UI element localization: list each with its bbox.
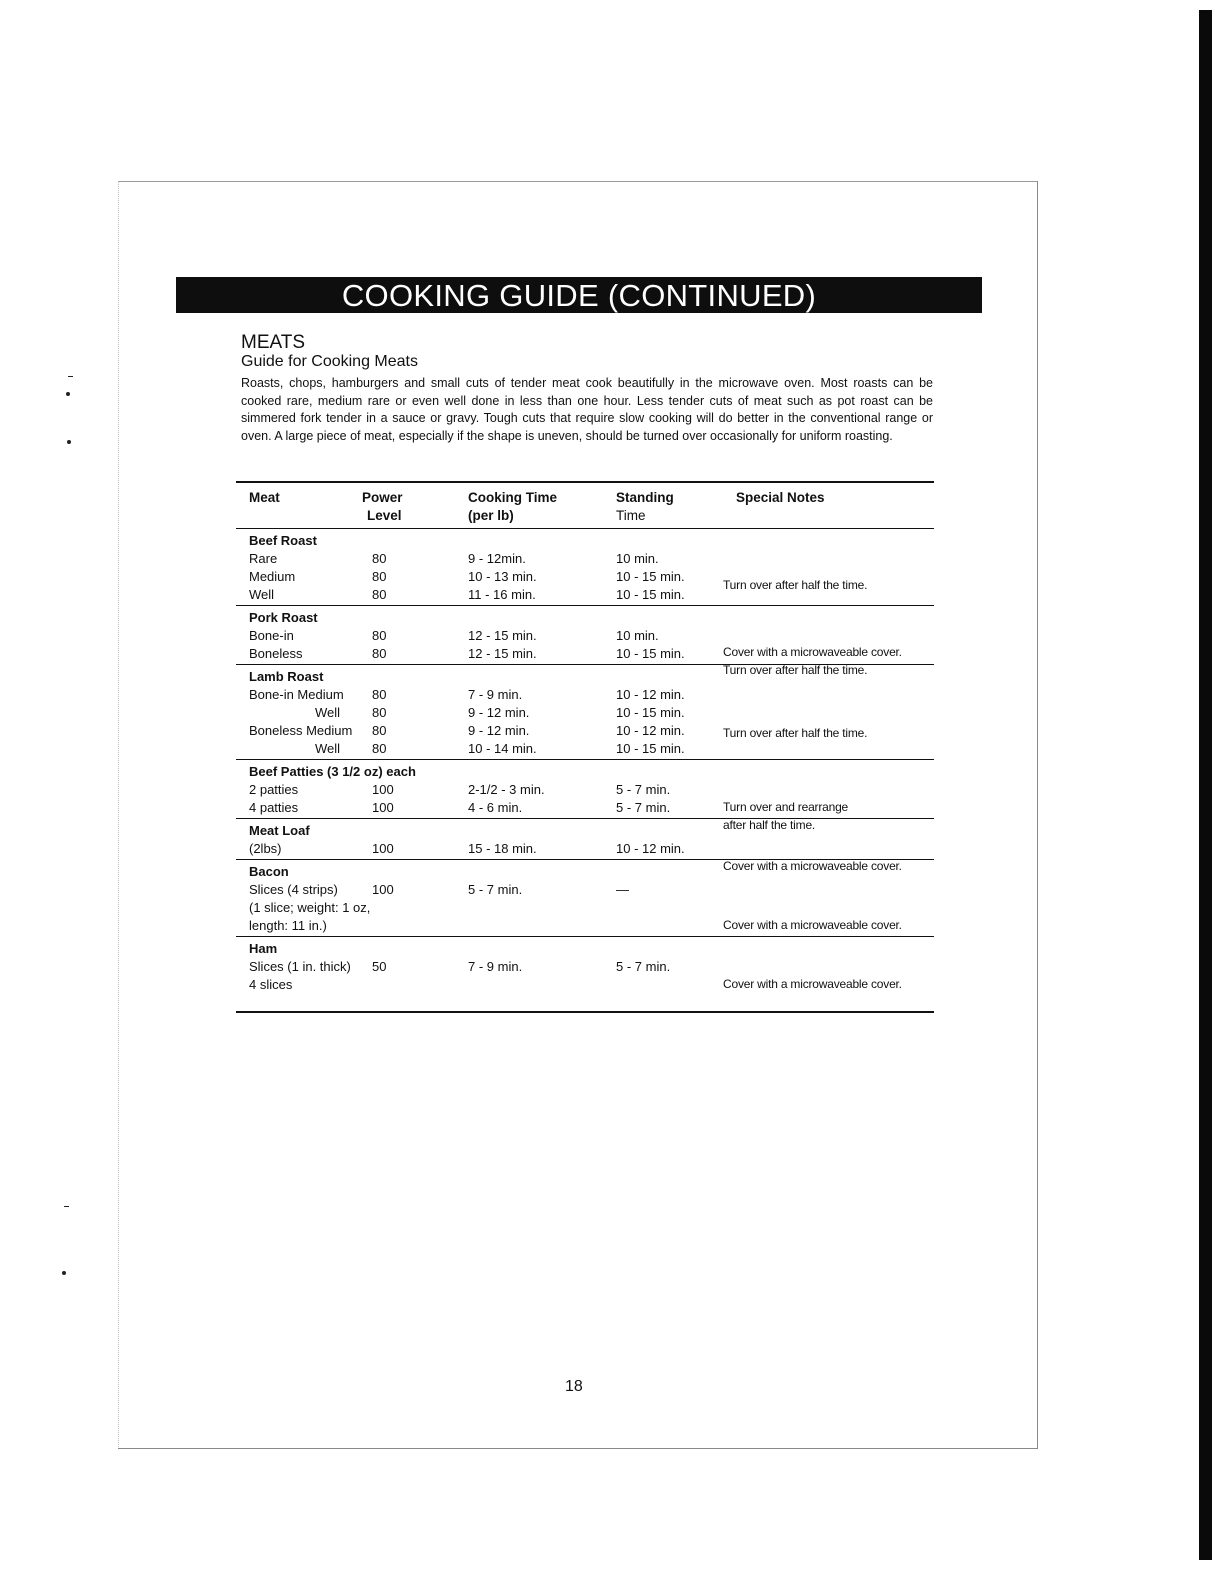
section-title: MEATS	[241, 332, 306, 353]
table-group	[236, 860, 934, 936]
cell-item: Slices (1 in. thick)	[249, 959, 351, 974]
special-note: Cover with a microwaveable cover.	[723, 977, 902, 991]
cell-power: 80	[372, 587, 387, 602]
cell-time: 4 - 6 min.	[468, 800, 523, 815]
table-group	[236, 665, 934, 759]
cell-item: Slices (4 strips)	[249, 882, 338, 897]
cell-time: 7 - 9 min.	[468, 687, 523, 702]
table-header	[236, 483, 934, 528]
cell-standing: 10 - 15 min.	[616, 646, 685, 661]
group-name: Lamb Roast	[249, 669, 324, 684]
cell-standing: 10 - 15 min.	[616, 569, 685, 584]
table-row	[236, 899, 934, 917]
cell-standing: 10 - 15 min.	[616, 587, 685, 602]
cell-power: 100	[372, 782, 394, 797]
cell-item: (2lbs)	[249, 841, 282, 856]
special-note: after half the time.	[723, 818, 816, 832]
table-row	[236, 627, 934, 645]
cell-time: 9 - 12 min.	[468, 723, 530, 738]
cell-item: Bone-in	[249, 628, 294, 643]
cell-item: Rare	[249, 551, 278, 566]
special-note: Turn over and rearrange	[723, 800, 849, 814]
header-standing-line2: Time	[616, 508, 646, 523]
cell-standing: 10 min.	[616, 628, 659, 643]
cell-item: length: 11 in.)	[249, 918, 327, 933]
cell-standing: 10 - 12 min.	[616, 841, 685, 856]
cell-standing: 5 - 7 min.	[616, 800, 671, 815]
cell-power: 80	[372, 646, 387, 661]
cell-item: Boneless	[249, 646, 303, 661]
cell-power: 80	[372, 723, 387, 738]
cell-standing: 10 min.	[616, 551, 659, 566]
intro-paragraph: Roasts, chops, hamburgers and small cuts of tender meat cook beautifully in the microwave oven. Most roasts can be cooked rare, medium rare or even well done in less than one hour. Less tender cuts of meat such as pot roast can be simmered fork tender in a sauce or gravy. Tough cuts that require slow cooking will do better in the conventional range or oven. A large piece of meat, especially if the shape is uneven, should be turned over occasionally for uniform roasting.	[241, 376, 933, 443]
header-power-line1: Power	[362, 490, 403, 505]
cell-standing: 5 - 7 min.	[616, 782, 671, 797]
header-power	[362, 489, 403, 525]
scan-edge-bar	[1199, 10, 1212, 1560]
cell-item: Boneless Medium	[249, 723, 353, 738]
header-time-line1: Cooking Time	[468, 490, 558, 505]
special-note: Turn over after half the time.	[723, 663, 868, 677]
header-cooking-time	[468, 489, 557, 525]
header-time-line2: (per lb)	[468, 508, 514, 523]
group-name: Bacon	[249, 864, 289, 879]
special-note: Cover with a microwaveable cover.	[723, 645, 902, 659]
cell-time: 9 - 12 min.	[468, 705, 530, 720]
cell-standing: 10 - 15 min.	[616, 741, 685, 756]
cell-power: 100	[372, 882, 394, 897]
cell-time: 9 - 12min.	[468, 551, 526, 566]
cell-item: Bone-in Medium	[249, 687, 344, 702]
group-name: Beef Patties (3 1/2 oz) each	[249, 764, 416, 779]
section-banner: COOKING GUIDE (CONTINUED)	[176, 277, 982, 313]
cell-item: Well	[315, 705, 341, 720]
cell-item: Well	[315, 741, 341, 756]
cell-standing: 10 - 12 min.	[616, 687, 685, 702]
table-group	[236, 937, 934, 995]
table-row	[236, 550, 934, 568]
cell-power: 100	[372, 800, 394, 815]
cell-item: (1 slice; weight: 1 oz,	[249, 900, 371, 915]
scan-speck	[66, 392, 70, 396]
table-body	[236, 529, 934, 995]
cell-standing: —	[616, 882, 629, 897]
cell-power: 80	[372, 628, 387, 643]
group-name: Ham	[249, 941, 278, 956]
cell-item: 2 patties	[249, 782, 299, 797]
cell-power: 50	[372, 959, 387, 974]
cell-standing: 10 - 12 min.	[616, 723, 685, 738]
cell-power: 80	[372, 705, 387, 720]
group-name: Meat Loaf	[249, 823, 310, 838]
cell-item: 4 patties	[249, 800, 299, 815]
cell-item: Medium	[249, 569, 296, 584]
cell-power: 80	[372, 551, 387, 566]
table-row	[236, 840, 934, 858]
group-name: Beef Roast	[249, 533, 317, 548]
special-note: Turn over after half the time.	[723, 578, 868, 592]
header-meat: Meat	[249, 490, 280, 505]
subsection-title: Guide for Cooking Meats	[241, 353, 418, 370]
table-row	[236, 781, 934, 799]
scan-speck	[67, 440, 71, 444]
cell-time: 10 - 13 min.	[468, 569, 537, 584]
cell-power: 80	[372, 687, 387, 702]
table-row	[236, 881, 934, 899]
page-frame-bottom	[118, 1448, 1038, 1449]
cell-time: 12 - 15 min.	[468, 628, 537, 643]
page-frame-left	[118, 181, 119, 1449]
cell-power: 80	[372, 741, 387, 756]
cell-time: 11 - 16 min.	[468, 587, 536, 602]
header-standing-time	[616, 489, 674, 525]
cell-time: 7 - 9 min.	[468, 959, 523, 974]
special-note: Cover with a microwaveable cover.	[723, 918, 902, 932]
special-note: Cover with a microwaveable cover.	[723, 859, 902, 873]
group-name: Pork Roast	[249, 610, 318, 625]
cell-standing: 10 - 15 min.	[616, 705, 685, 720]
cell-time: 2-1/2 - 3 min.	[468, 782, 545, 797]
page-frame-right	[1037, 181, 1038, 1449]
scan-speck	[62, 1271, 66, 1275]
page-frame-top	[118, 181, 1038, 182]
cell-standing: 5 - 7 min.	[616, 959, 671, 974]
cell-item: Well	[249, 587, 275, 602]
cell-power: 100	[372, 841, 394, 856]
page-number: 18	[565, 1378, 583, 1395]
special-note: Turn over after half the time.	[723, 726, 868, 740]
cell-time: 12 - 15 min.	[468, 646, 537, 661]
header-power-line2: Level	[367, 508, 402, 523]
meat-cooking-table	[236, 481, 934, 1013]
table-group	[236, 529, 934, 605]
cell-time: 5 - 7 min.	[468, 882, 523, 897]
scan-speck	[64, 1206, 69, 1207]
header-standing-line1: Standing	[616, 490, 674, 505]
cell-time: 10 - 14 min.	[468, 741, 537, 756]
table-row	[236, 686, 934, 704]
table-row	[236, 704, 934, 722]
table-row	[236, 958, 934, 976]
table-bottom-rule	[236, 1011, 934, 1013]
cell-power: 80	[372, 569, 387, 584]
cell-item: 4 slices	[249, 977, 293, 992]
table-row	[236, 740, 934, 758]
cell-time: 15 - 18 min.	[468, 841, 537, 856]
scan-speck	[68, 376, 73, 377]
header-special-notes: Special Notes	[736, 490, 825, 505]
